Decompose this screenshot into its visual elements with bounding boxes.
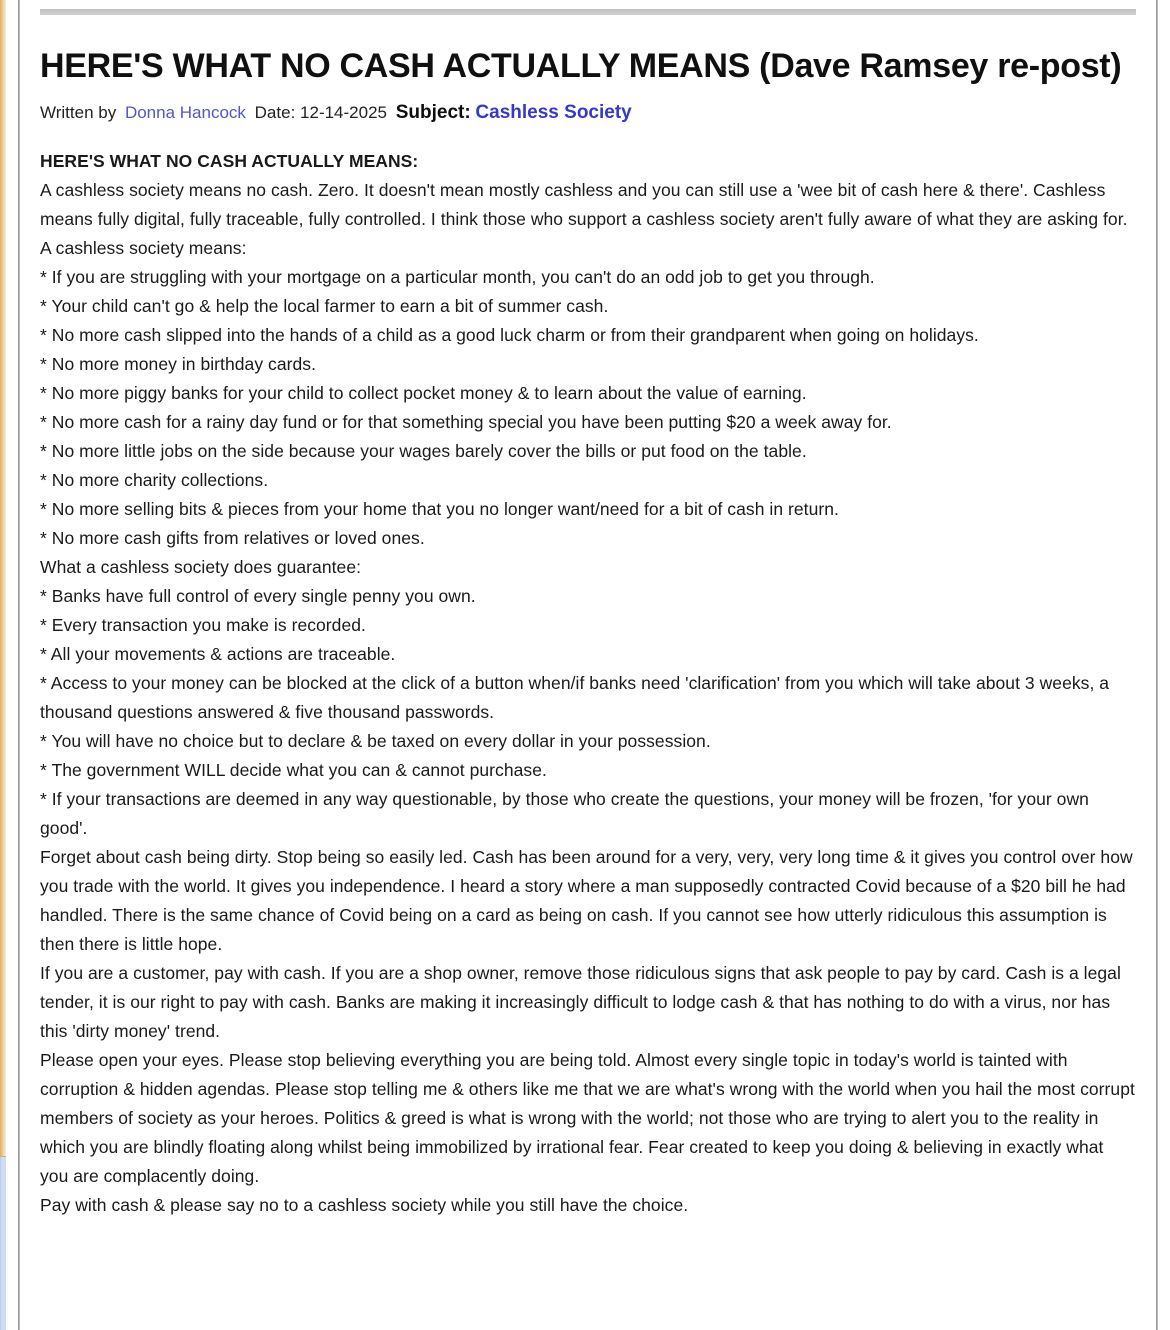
byline-date-label: Date: — [254, 103, 296, 122]
body-paragraph: * No more little jobs on the side because your wages barely cover the bills or put food on the table. — [40, 441, 807, 461]
article-content — [40, 44, 1136, 1220]
post-body — [40, 147, 1136, 1220]
left-margin-strip-blue — [0, 1157, 6, 1330]
body-paragraph: A cashless society means no cash. Zero. It doesn't mean mostly cashless and you can still use a 'wee bit of cash here & there'. Cashless means fully digital, fully traceable, fully controlled. I think those who support a cashless society aren't fully aware of what they are asking for. A cashless society means: — [40, 180, 1128, 258]
body-paragraph: * No more piggy banks for your child to collect pocket money & to learn about the value of earning. — [40, 383, 807, 403]
body-paragraph: * No more charity collections. — [40, 470, 269, 490]
body-paragraph: Please open your eyes. Please stop believing everything you are being told. Almost every single topic in today's world is tainted with corruption & hidden agendas. Please stop telling me & others like me that we are what's wrong with the world when you hail the most corrupt members of society as your heroes. Politics & greed is what is wrong with the world; not those who are trying to alert you to the reality in which you are blindly floating along whilst being immobilized by irrational fear. Fear created to keep you doing & believing in exactly what you are complacently doing. — [40, 1050, 1135, 1186]
body-paragraph: * If your transactions are deemed in any way questionable, by those who create the questions, your money will be frozen, 'for your own good'. — [40, 789, 1089, 838]
body-paragraph: * No more cash slipped into the hands of a child as a good luck charm or from their grandparent when going on holidays. — [40, 325, 979, 345]
byline-written-by-label: Written by — [40, 103, 117, 122]
body-paragraph: * You will have no choice but to declare & be taxed on every dollar in your possession. — [40, 731, 711, 751]
body-paragraph: * Access to your money can be blocked at the click of a button when/if banks need 'clarification' from you which will take about 3 weeks, a thousand questions answered & five thousand passwords. — [40, 673, 1110, 722]
byline-subject-label: Subject: — [395, 102, 471, 123]
top-divider-bar — [40, 9, 1136, 15]
body-paragraph: Pay with cash & please say no to a cashless society while you still have the choice. — [40, 1195, 689, 1215]
left-margin-strip-tan — [0, 0, 6, 1157]
body-paragraph: * No more money in birthday cards. — [40, 354, 316, 374]
body-paragraph: * No more selling bits & pieces from your home that you no longer want/need for a bit of cash in return. — [40, 499, 839, 519]
body-paragraph: * Banks have full control of every single penny you own. — [40, 586, 476, 606]
body-paragraph: Forget about cash being dirty. Stop being so easily led. Cash has been around for a very, very, very long time & it gives you control over how you trade with the world. It gives you independence. I heard a story where a man supposedly contracted Covid because of a $20 bill he had handled. There is the same chance of Covid being on a card as being on cash. If you cannot see how utterly ridiculous this assumption is then there is little hope. — [40, 847, 1133, 954]
body-paragraph: * Every transaction you make is recorded. — [40, 615, 366, 635]
body-paragraph: What a cashless society does guarantee: — [40, 557, 362, 577]
page-title: HERE'S WHAT NO CASH ACTUALLY MEANS (Dave Ramsey re-post) — [40, 47, 1122, 85]
content-frame-right-border — [1156, 0, 1158, 1330]
body-paragraph: * No more cash gifts from relatives or loved ones. — [40, 528, 425, 548]
body-paragraph: * If you are struggling with your mortgage on a particular month, you can't do an odd job to get you through. — [40, 267, 875, 287]
body-paragraph: * The government WILL decide what you can & cannot purchase. — [40, 760, 547, 780]
body-paragraph: * All your movements & actions are traceable. — [40, 644, 396, 664]
author-link[interactable]: Donna Hancock — [124, 103, 246, 122]
body-paragraph: * No more cash for a rainy day fund or for that something special you have been putting $20 a week away for. — [40, 412, 892, 432]
body-paragraph: * Your child can't go & help the local farmer to earn a bit of summer cash. — [40, 296, 609, 316]
subject-link[interactable]: Cashless Society — [475, 102, 632, 123]
body-paragraph: If you are a customer, pay with cash. If you are a shop owner, remove those ridiculous signs that ask people to pay by card. Cash is a legal tender, it is our right to pay with cash. Banks are making it increasingly difficult to lodge cash & that has nothing to do with a virus, nor has this 'dirty money' trend. — [40, 963, 1121, 1041]
byline — [40, 101, 1136, 125]
content-frame-left-border — [18, 0, 20, 1330]
byline-date-value: 12-14-2025 — [300, 103, 387, 122]
body-paragraph: HERE'S WHAT NO CASH ACTUALLY MEANS: — [40, 151, 419, 171]
